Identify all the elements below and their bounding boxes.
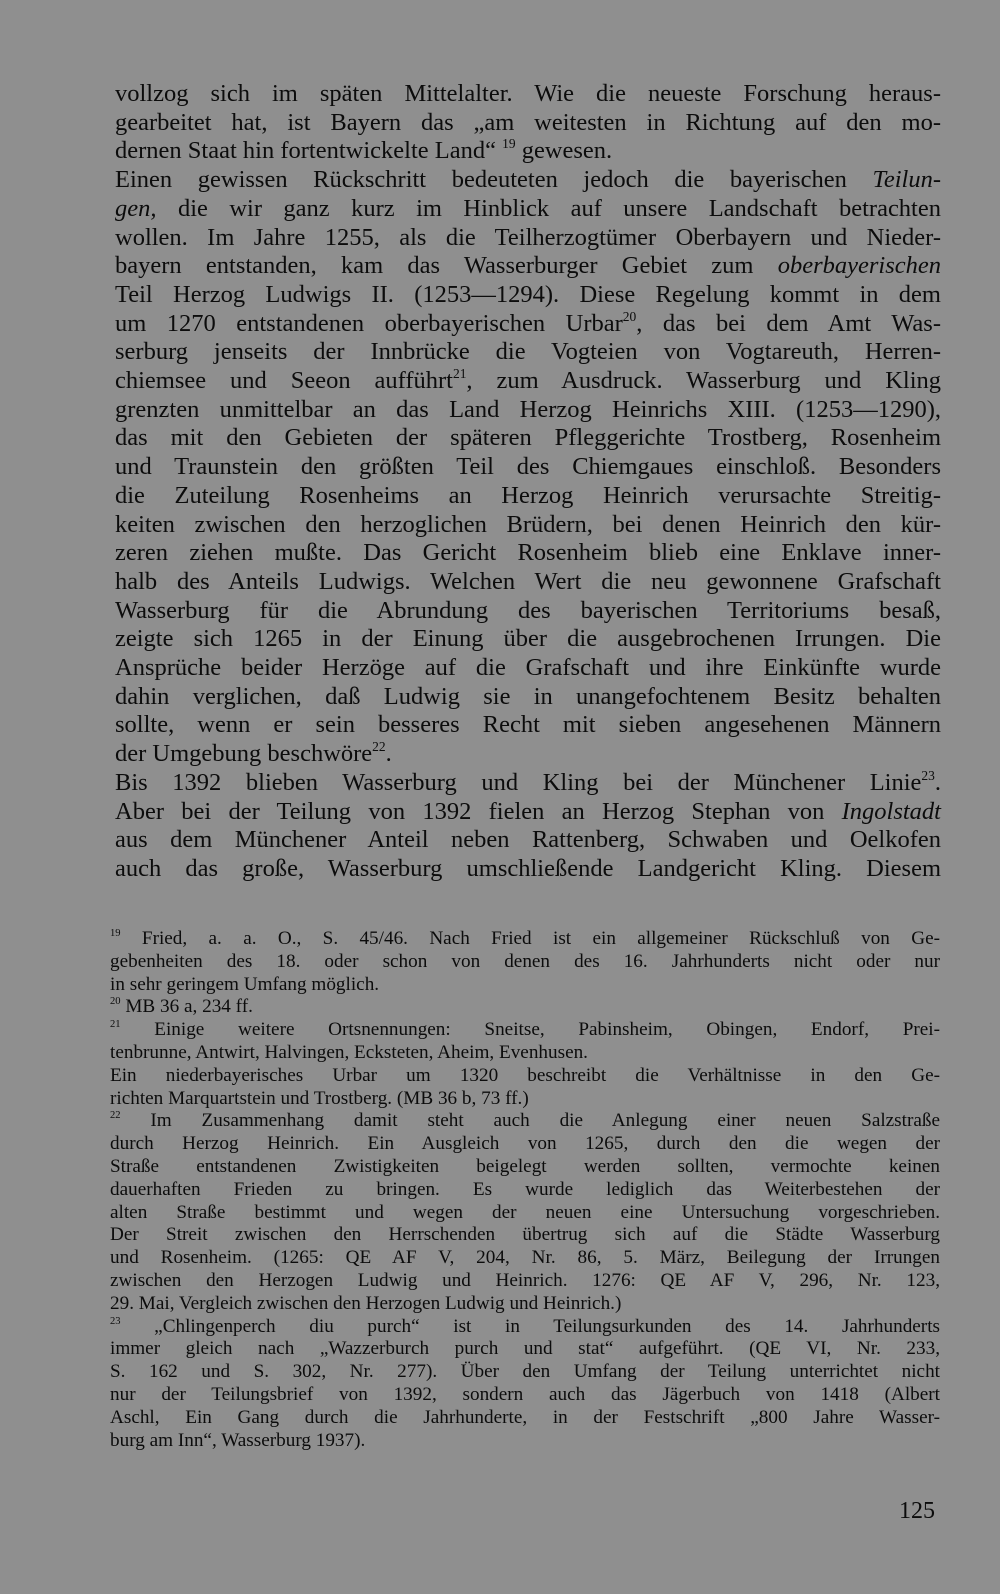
text-run: Im Zusammenhang damit steht auch die Anlegung einer neuen Salzstraße (120, 1110, 940, 1132)
footnote-line (110, 1110, 940, 1133)
text-run: Bis 1392 blieben Wasserburg und Kling bei der Münchener Linie (115, 768, 922, 796)
footnote-line (110, 1247, 940, 1270)
text-run: das mit den Gebieten der späteren Pfleggerichte Trostberg, Rosenheim (115, 424, 941, 452)
text-run: die Zuteilung Rosenheims an Herzog Heinrich verursachte Streitig- (115, 481, 941, 509)
footnote-line (110, 996, 940, 1019)
text-run: , das bei dem Amt Was- (636, 309, 941, 337)
emphasis-text: Teilun- (872, 166, 941, 194)
body-line (115, 798, 941, 827)
body-line (115, 137, 941, 166)
footnote-marker: 21 (452, 365, 467, 381)
body-line (115, 281, 941, 310)
footnote-marker: 20 (622, 308, 637, 324)
footnote-line (110, 1407, 940, 1430)
body-line (115, 826, 941, 855)
text-run: Einige weitere Ortsnennungen: Sneitse, Pabinsheim, Obingen, Endorf, Prei- (120, 1019, 940, 1041)
body-line (115, 338, 941, 367)
text-run: gearbeitet hat, ist Bayern das „am weitesten in Richtung auf den mo- (115, 108, 941, 136)
footnote-line (110, 1293, 940, 1316)
text-run: zeren ziehen mußte. Das Gericht Rosenheim blieb eine Enklave inner- (115, 539, 941, 567)
footnotes (110, 928, 940, 1452)
text-run: durch Herzog Heinrich. Ein Ausgleich von 1265, durch den die wegen der (110, 1133, 940, 1155)
text-run: Fried, a. a. O., S. 45/46. Nach Fried ist ein allgemeiner Rückschluß von Ge- (120, 928, 940, 949)
footnote-line (110, 1384, 940, 1407)
text-run: dernen Staat hin fortentwickelte Land“ (115, 137, 503, 165)
text-run: Teil Herzog Ludwigs II. (1253—1294). Diese Regelung kommt in dem (115, 280, 941, 308)
page-number: 125 (899, 1498, 935, 1524)
text-run: Einen gewissen Rückschritt bedeuteten jedoch die bayerischen (115, 166, 873, 194)
footnote-line (110, 1430, 940, 1453)
footnote-marker: 23 (921, 767, 935, 783)
body-line (115, 166, 941, 195)
text-run: keiten zwischen den herzoglichen Brüdern, bei denen Heinrich den kür- (115, 510, 941, 538)
emphasis-text: Ingolstadt (841, 797, 941, 825)
emphasis-text: oberbayerischen (777, 252, 941, 280)
footnote-marker: 20 (110, 996, 121, 1008)
text-run: tenbrunne, Antwirt, Halvingen, Ecksteten, Aheim, Evenhusen. (110, 1041, 588, 1063)
body-line (115, 740, 941, 769)
footnote-line (110, 974, 940, 997)
text-run: immer gleich nach „Wazzerburch purch und stat“ aufgeführt. (QE VI, Nr. 233, (110, 1338, 940, 1360)
text-run: sollte, wenn er sein besseres Recht mit sieben angesehenen Männern (115, 711, 941, 739)
text-run: vollzog sich im späten Mittelalter. Wie die neueste Forschung heraus- (115, 80, 941, 107)
body-line (115, 482, 941, 511)
body-line (115, 625, 941, 654)
body-text (115, 80, 941, 884)
text-run: um 1270 entstandenen oberbayerischen Urbar (115, 309, 623, 337)
text-run: halb des Anteils Ludwigs. Welchen Wert die neu gewonnene Grafschaft (115, 567, 941, 595)
body-line (115, 597, 941, 626)
text-run: wollen. Im Jahre 1255, als die Teilherzogtümer Oberbayern und Nieder- (115, 223, 941, 251)
body-line (115, 539, 941, 568)
text-run: Straße entstandenen Zwistigkeiten beigelegt werden sollten, vermochte keinen (110, 1155, 940, 1177)
footnote-line (110, 1361, 940, 1384)
footnote-line (110, 1224, 940, 1247)
text-run: serburg jenseits der Innbrücke die Vogteien von Vogtareuth, Herren- (115, 338, 941, 366)
text-run: dauerhaften Frieden zu bringen. Es wurde lediglich das Weiterbestehen der (110, 1178, 940, 1200)
body-line (115, 654, 941, 683)
text-run: Der Streit zwischen den Herrschenden übertrug sich auf die Städte Wasserburg (110, 1224, 940, 1246)
body-line (115, 769, 941, 798)
text-run: und Rosenheim. (1265: QE AF V, 204, Nr. 86, 5. März, Beilegung der Irrungen (110, 1247, 940, 1269)
body-line (115, 855, 941, 884)
body-line (115, 80, 941, 109)
text-run: MB 36 a, 234 ff. (120, 996, 253, 1018)
footnote-line (110, 951, 940, 974)
text-run: chiemsee und Seeon aufführt (115, 367, 453, 395)
text-run: dahin verglichen, daß Ludwig sie in unangefochtenem Besitz behalten (115, 682, 941, 710)
text-run: . (934, 768, 941, 796)
footnote-marker: 23 (110, 1315, 121, 1327)
text-run: S. 162 und S. 302, Nr. 277). Über den Umfang der Teilung unterrichtet nicht (110, 1361, 940, 1383)
body-line (115, 568, 941, 597)
text-run: der Umgebung beschwöre (115, 740, 373, 768)
text-run: grenzten unmittelbar an das Land Herzog Heinrichs XIII. (1253—1290), (115, 395, 941, 423)
footnote-line (110, 1042, 940, 1065)
body-line (115, 396, 941, 425)
text-run: Ein niederbayerisches Urbar um 1320 beschreibt die Verhältnisse in den Ge- (110, 1064, 940, 1086)
footnote-marker: 21 (110, 1019, 121, 1031)
footnote-line (110, 1019, 940, 1042)
footnote-marker: 22 (110, 1110, 121, 1122)
footnote-marker: 19 (502, 136, 516, 152)
text-run: 29. Mai, Vergleich zwischen den Herzogen Ludwig und Heinrich.) (110, 1292, 622, 1314)
text-run: burg am Inn“, Wasserburg 1937). (110, 1429, 366, 1451)
footnote-line (110, 928, 940, 951)
text-run: Aschl, Ein Gang durch die Jahrhunderte, in der Festschrift „800 Jahre Wasser- (110, 1406, 940, 1428)
footnote-marker: 19 (110, 928, 121, 940)
footnote-line (110, 1202, 940, 1225)
text-run: Ansprüche beider Herzöge auf die Grafschaft und ihre Einkünfte wurde (115, 654, 941, 682)
footnote-marker: 22 (372, 739, 386, 755)
text-run: in sehr geringem Umfang möglich. (110, 973, 380, 995)
text-run: aus dem Münchener Anteil neben Rattenberg, Schwaben und Oelkofen (115, 826, 941, 854)
emphasis-text: gen, (115, 194, 157, 222)
text-run: alten Straße bestimmt und wegen der neuen eine Untersuchung vorgeschrieben. (110, 1201, 940, 1223)
text-run: zeigte sich 1265 in der Einung über die ausgebrochenen Irrungen. Die (115, 625, 941, 653)
text-run: richten Marquartstein und Trostberg. (MB 36 b, 73 ff.) (110, 1087, 529, 1109)
text-run: auch das große, Wasserburg umschließende Landgericht Kling. Diesem (115, 854, 941, 882)
footnote-line (110, 1338, 940, 1361)
body-line (115, 511, 941, 540)
footnote-line (110, 1179, 940, 1202)
text-run: bayern entstanden, kam das Wasserburger Gebiet zum (115, 252, 778, 280)
text-run: zwischen den Herzogen Ludwig und Heinrich. 1276: QE AF V, 296, Nr. 123, (110, 1269, 940, 1291)
body-line (115, 683, 941, 712)
text-run: „Chlingenperch diu purch“ ist in Teilungsurkunden des 14. Jahrhunderts (120, 1315, 940, 1337)
footnote-line (110, 1133, 940, 1156)
text-run: gebenheiten des 18. oder schon von denen des 16. Jahrhunderts nicht oder nur (110, 950, 940, 972)
body-line (115, 711, 941, 740)
body-line (115, 424, 941, 453)
body-line (115, 367, 941, 396)
text-run: Aber bei der Teilung von 1392 fielen an Herzog Stephan von (115, 797, 842, 825)
body-line (115, 252, 941, 281)
text-run: Wasserburg für die Abrundung des bayerischen Territoriums besaß, (115, 596, 941, 624)
text-run: die wir ganz kurz im Hinblick auf unsere Landschaft betrachten (156, 194, 941, 222)
footnote-line (110, 1156, 940, 1179)
body-line (115, 310, 941, 339)
body-line (115, 109, 941, 138)
footnote-line (110, 1316, 940, 1339)
body-line (115, 195, 941, 224)
body-line (115, 453, 941, 482)
text-run: gewesen. (515, 137, 613, 165)
footnote-line (110, 1088, 940, 1111)
footnote-line (110, 1270, 940, 1293)
text-run: und Traunstein den größten Teil des Chiemgaues einschloß. Besonders (115, 453, 941, 481)
text-run: , zum Ausdruck. Wasserburg und Kling (466, 367, 942, 395)
body-line (115, 224, 941, 253)
text-run: nur der Teilungsbrief von 1392, sondern auch das Jägerbuch von 1418 (Albert (110, 1383, 940, 1405)
text-run: . (385, 740, 392, 768)
footnote-line (110, 1065, 940, 1088)
